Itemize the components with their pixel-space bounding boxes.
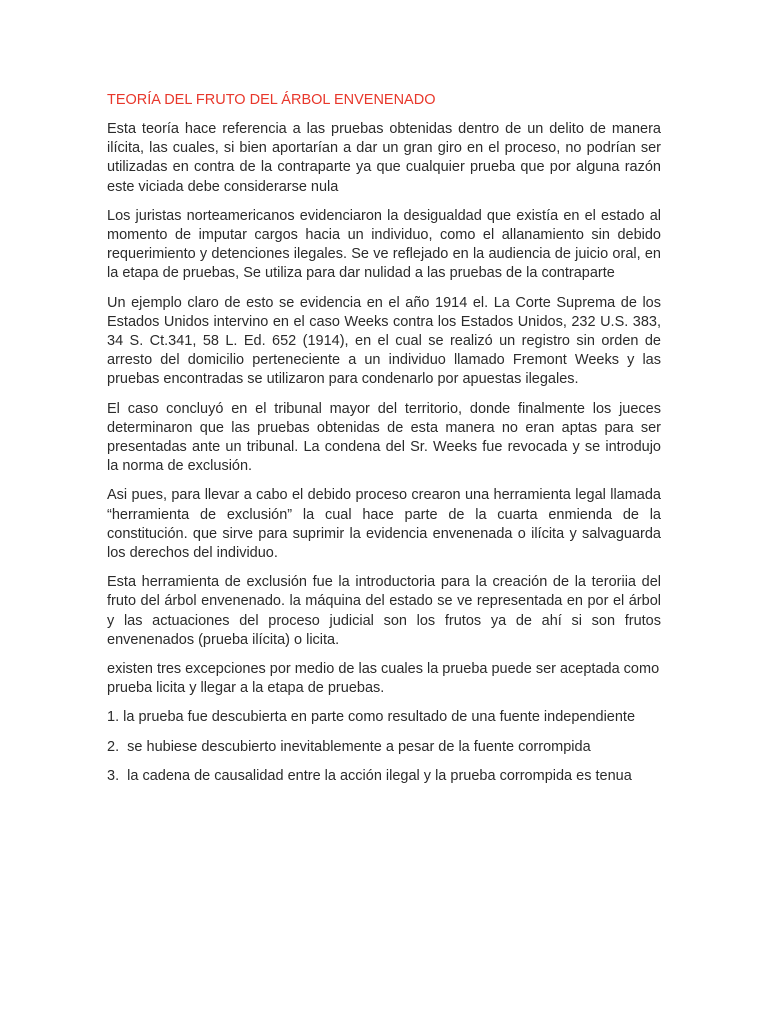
- list-item: [107, 738, 661, 757]
- paragraph-weeks-example: Un ejemplo claro de esto se evidencia en el año 1914 el. La Corte Suprema de los Estados Unidos intervino en el caso Weeks contra los Estados Unidos, 232 U.S. 383, 34 S. Ct.341, 58 L. Ed. 652 (1914), en el cual se realizó un registro sin orden de arresto del domicilio perteneciente a un individuo llamado Fremont Weeks y las pruebas encontradas se utilizaron para condenarlo por apuestas ilegales.: [107, 294, 661, 388]
- document-title: TEORÍA DEL FRUTO DEL ÁRBOL ENVENENADO: [107, 92, 436, 108]
- list-item-number: 2.: [107, 738, 128, 755]
- list-item-text: la cadena de causalidad entre la acción ilegal y la prueba corrompida es tenua: [127, 767, 632, 784]
- list-item-text: se hubiese descubierto inevitablemente a pesar de la fuente corrompida: [127, 738, 591, 755]
- paragraph-tree-theory: Esta herramienta de exclusión fue la introductoria para la creación de la teroriia del fruto del árbol envenenado. la máquina del estado se ve representada en por el árbol y las actuaciones del proceso judicial son los frutos ya de ahí si son frutos envenenados (prueba ilícita) o licita.: [107, 574, 661, 648]
- list-item-text: la prueba fue descubierta en parte como resultado de una fuente independiente: [123, 709, 636, 726]
- paragraph-case-conclusion: El caso concluyó en el tribunal mayor del territorio, donde finalmente los jueces determinaron que las pruebas obtenidas de esta manera no eran aptas para ser presentadas ante un tribunal. La condena del Sr. Weeks fue revocada y se introdujo la norma de exclusión.: [107, 400, 661, 475]
- paragraph-jurists: Los juristas norteamericanos evidenciaron la desigualdad que existía en el estado al momento de imputar cargos hacia un individuo, como el allanamiento sin debido requerimiento y detenciones ilegales. Se ve reflejado en la audiencia de juicio oral, en la etapa de pruebas, Se utiliza para dar nulidad a las pruebas de la contraparte: [107, 207, 661, 282]
- paragraph-definition: Esta teoría hace referencia a las pruebas obtenidas dentro de un delito de manera ilícita, las cuales, si bien aportarían a dar un gran giro en el proceso, no podrían ser utilizadas en contra de la contraparte ya que cualquier prueba que por alguna razón este viciada debe considerarse nula: [107, 121, 661, 195]
- list-item: [107, 767, 661, 786]
- list-item-number: 3.: [107, 767, 128, 784]
- exceptions-list: [107, 708, 661, 786]
- paragraph-exceptions-intro: existen tres excepciones por medio de las cuales la prueba puede ser aceptada como prueba licita y llegar a la etapa de pruebas.: [107, 661, 660, 697]
- list-item: [107, 708, 661, 727]
- list-item-number: 1.: [107, 709, 124, 726]
- paragraph-exclusion-tool: Asi pues, para llevar a cabo el debido proceso crearon una herramienta legal llamada “herramienta de exclusión” la cual hace parte de la cuarta enmienda de la constitución. que sirve para suprimir la evidencia envenenada o ilícita y salvaguarda los derechos del individuo.: [107, 487, 661, 562]
- document-page: [107, 90, 661, 796]
